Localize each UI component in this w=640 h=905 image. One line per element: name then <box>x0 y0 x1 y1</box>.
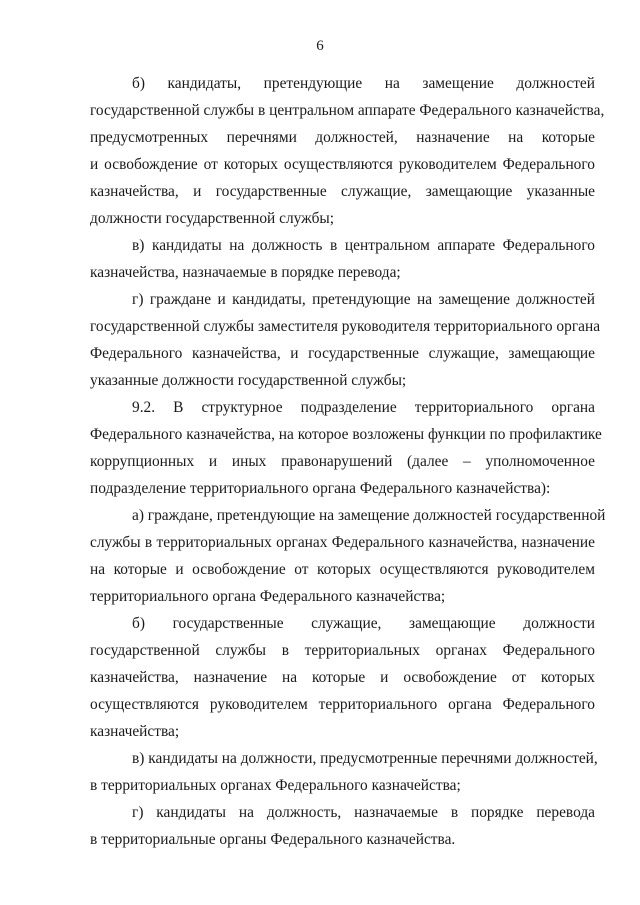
text-line: осуществляются руководителем территориального органа Федерального <box>90 696 595 713</box>
text-line: подразделение территориального органа Федерального казначейства): <box>90 480 551 497</box>
paragraph <box>90 286 601 394</box>
paragraph <box>90 610 595 745</box>
text-line: и освобождение от которых осуществляются руководителем Федерального <box>90 156 595 173</box>
text-line: Федерального казначейства, и государственные служащие, замещающие <box>90 345 595 362</box>
text-line: предусмотренных перечнями должностей, назначение на которые <box>90 129 595 146</box>
paragraph <box>90 799 595 853</box>
text-line: коррупционных и иных правонарушений (далее – уполномоченное <box>90 453 595 470</box>
paragraph <box>90 394 602 502</box>
text-line: казначейства, назначаемые в порядке перевода; <box>90 264 401 281</box>
text-line: на которые и освобождение от которых осуществляются руководителем <box>90 561 595 578</box>
text-line: казначейства, назначение на которые и освобождение от которых <box>90 669 595 686</box>
text-line: казначейства; <box>90 723 180 740</box>
text-line: 9.2. В структурное подразделение территориального органа <box>132 399 595 416</box>
text-line: государственной службы в территориальных органах Федерального <box>90 642 595 659</box>
text-line: г) граждане и кандидаты, претендующие на замещение должностей <box>132 291 595 308</box>
text-line: службы в территориальных органах Федерального казначейства, назначение <box>90 534 595 551</box>
text-line: в) кандидаты на должности, предусмотренные перечнями должностей, <box>132 750 598 767</box>
paragraph <box>90 232 595 286</box>
text-line: в территориальные органы Федерального казначейства. <box>90 831 456 848</box>
paragraph <box>90 70 605 232</box>
document-body <box>90 70 606 853</box>
text-line: б) государственные служащие, замещающие должности <box>132 615 595 632</box>
text-line: в) кандидаты на должность в центральном аппарате Федерального <box>132 237 595 254</box>
text-line: должности государственной службы; <box>90 210 335 227</box>
text-line: территориального органа Федерального казначейства; <box>90 588 446 605</box>
page-number: 6 <box>316 38 324 54</box>
paragraph <box>90 745 598 799</box>
text-line: г) кандидаты на должность, назначаемые в порядке перевода <box>132 804 595 821</box>
text-line: Федерального казначейства, на которое возложены функции по профилактике <box>90 426 602 443</box>
text-line: государственной службы в центральном аппарате Федерального казначейства, <box>90 102 605 119</box>
text-line: б) кандидаты, претендующие на замещение должностей <box>132 75 595 92</box>
text-line: в территориальных органах Федерального казначейства; <box>90 777 461 794</box>
text-line: указанные должности государственной службы; <box>90 372 407 389</box>
text-line: государственной службы заместителя руководителя территориального органа <box>90 318 601 335</box>
paragraph <box>90 502 606 610</box>
text-line: казначейства, и государственные служащие, замещающие указанные <box>90 183 595 200</box>
text-line: а) граждане, претендующие на замещение должностей государственной <box>132 507 606 524</box>
